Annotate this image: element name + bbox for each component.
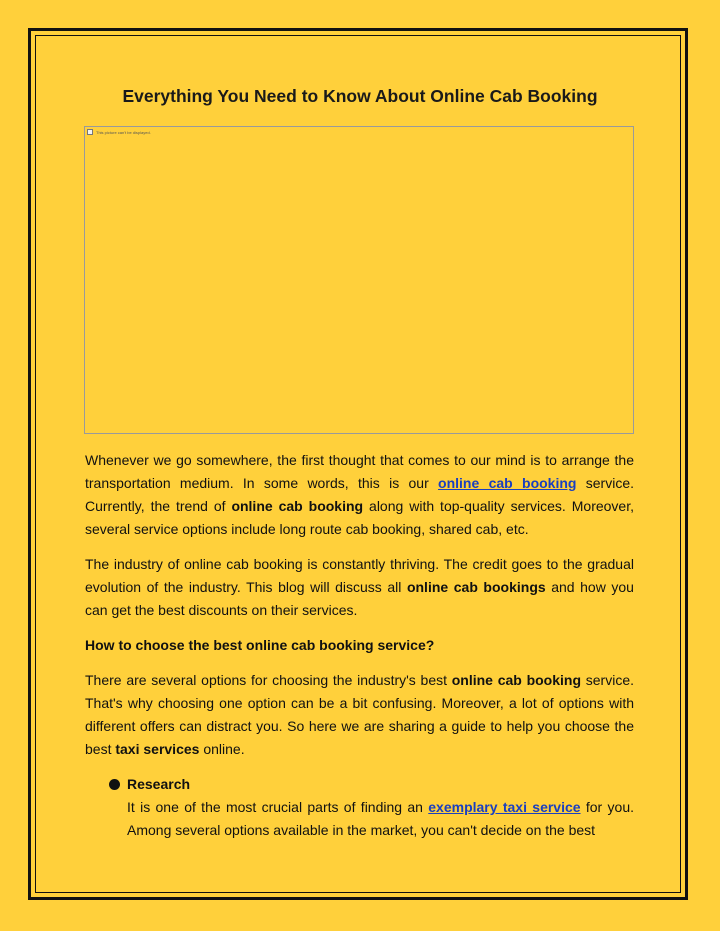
paragraph-text: Whenever we go somewhere, the first thought that comes to our mind is to arrange the transportation medium. In some words, this is our xyxy=(85,452,634,491)
broken-image-frame xyxy=(84,126,634,434)
paragraph-text: online. xyxy=(199,741,245,757)
online-cab-booking-link[interactable]: online cab booking xyxy=(438,475,577,491)
bullet-dot-icon xyxy=(109,779,120,790)
bold-text: online cab booking xyxy=(451,672,582,688)
paragraph-text: service. Currently, the trend of xyxy=(85,475,634,514)
broken-image-icon xyxy=(87,129,93,135)
bullet-title: Research xyxy=(127,776,191,792)
paragraph-text: along with top-quality services. Moreover, several service options include long route cab booking, shared cab, etc. xyxy=(85,498,634,537)
paragraph-text: The industry of online cab booking is constantly thriving. The credit goes to the gradual evolution of the industry. This blog will discuss all xyxy=(85,556,634,595)
bold-text: taxi services xyxy=(115,741,200,757)
paragraph-options xyxy=(85,669,634,761)
broken-image-text: This picture can't be displayed. xyxy=(96,129,151,135)
bullet-text xyxy=(127,796,634,842)
document-title: Everything You Need to Know About Online Cab Booking xyxy=(122,86,598,106)
paragraph-text: It is one of the most crucial parts of finding an xyxy=(127,799,429,815)
paragraph-industry xyxy=(85,553,634,622)
document-body xyxy=(85,449,634,842)
section-heading: How to choose the best online cab booking service? xyxy=(85,637,435,653)
broken-image-placeholder xyxy=(87,129,151,135)
exemplary-taxi-service-link[interactable]: exemplary taxi service xyxy=(428,799,581,815)
bold-text: online cab bookings xyxy=(406,579,546,595)
paragraph-text: for you. Among several options available in the market, you can't decide on the best xyxy=(127,799,634,838)
paragraph-intro xyxy=(85,449,634,541)
paragraph-text: service. That's why choosing one option can be a bit confusing. Moreover, a lot of options with different offers can distract you. So here we are sharing a guide to help you choose the best xyxy=(85,672,634,757)
bold-text: online cab booking xyxy=(231,498,364,514)
paragraph-text: There are several options for choosing the industry's best xyxy=(85,672,452,688)
bullet-item-research xyxy=(85,773,634,842)
paragraph-text: and how you can get the best discounts on their services. xyxy=(85,579,634,618)
